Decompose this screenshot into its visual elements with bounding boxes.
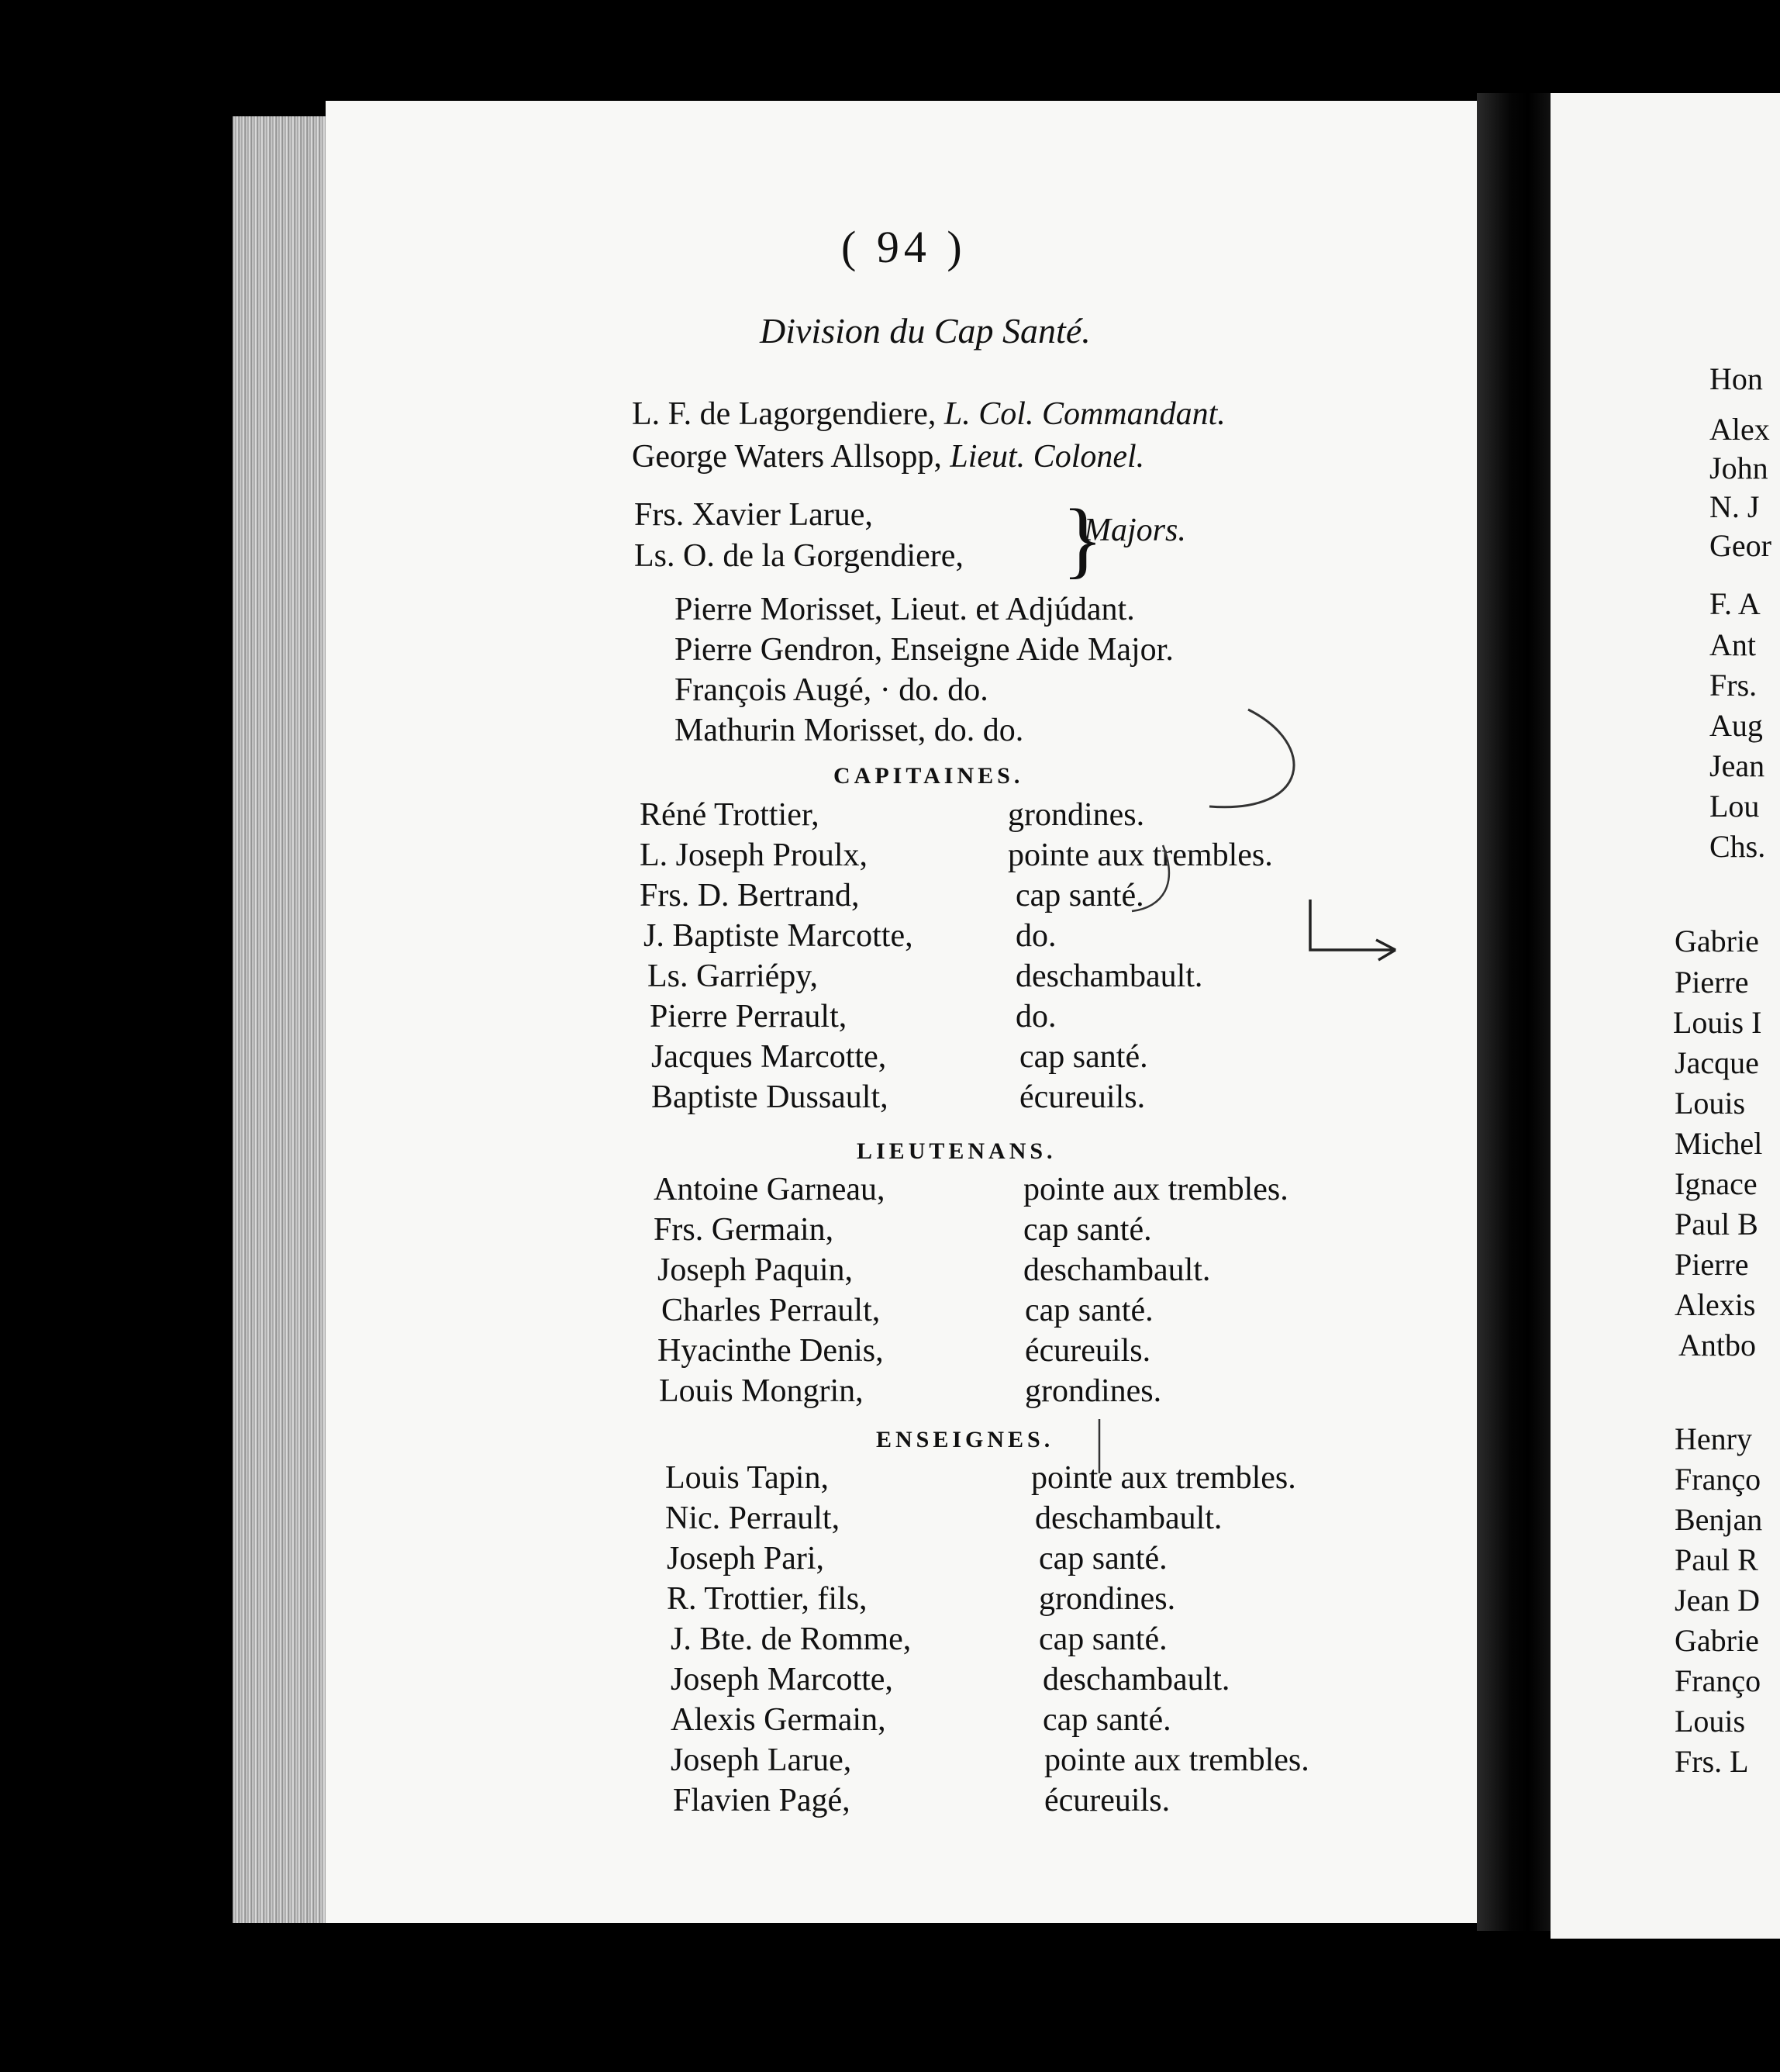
right-page-fragment: Jean bbox=[1709, 748, 1765, 783]
right-page-fragment: Pierre bbox=[1675, 1247, 1749, 1282]
staff-rank: L. Col. Commandant. bbox=[943, 396, 1226, 432]
roster-place: deschambault. bbox=[1043, 1662, 1230, 1697]
adjutant-line: François Augé, · do. do. bbox=[674, 672, 988, 708]
book-gutter bbox=[1477, 93, 1562, 1931]
roster-place: écureuils. bbox=[1019, 1079, 1146, 1115]
roster-name: Ls. Garriépy, bbox=[647, 958, 819, 994]
roster-place: cap santé. bbox=[1039, 1541, 1168, 1576]
staff-name: L. F. de Lagorgendiere, bbox=[632, 396, 937, 432]
right-page-fragment: Franço bbox=[1675, 1663, 1761, 1698]
roster-name: Charles Perrault, bbox=[661, 1293, 881, 1328]
adjutant-line: Pierre Morisset, Lieut. et Adjúdant. bbox=[674, 592, 1135, 627]
roster-place: deschambault. bbox=[1016, 958, 1203, 994]
right-page-fragment: Ignace bbox=[1675, 1166, 1758, 1201]
roster-name: Réné Trottier, bbox=[640, 797, 819, 833]
roster-place: deschambault. bbox=[1035, 1500, 1223, 1536]
right-page-fragment: N. J bbox=[1709, 489, 1760, 524]
section-heading-enseignes: ENSEIGNES. bbox=[876, 1427, 1054, 1452]
right-page-fragment: Alexis bbox=[1675, 1287, 1756, 1322]
adjutant-line: Pierre Gendron, Enseigne Aide Major. bbox=[674, 632, 1174, 668]
right-page-fragment: Paul B bbox=[1675, 1207, 1758, 1241]
roster-name: Pierre Perrault, bbox=[650, 999, 847, 1034]
major-name: Ls. O. de la Gorgendiere, bbox=[634, 538, 964, 574]
roster-name: J. Baptiste Marcotte, bbox=[643, 918, 913, 954]
roster-place: cap santé. bbox=[1043, 1702, 1171, 1738]
right-page-fragment: Franço bbox=[1675, 1462, 1761, 1497]
right-page-fragment: Lou bbox=[1709, 789, 1760, 824]
roster-place: écureuils. bbox=[1025, 1333, 1151, 1369]
right-page-fragment: Antbo bbox=[1678, 1328, 1756, 1362]
right-page-fragment: Gabrie bbox=[1675, 924, 1759, 958]
staff-line-1 bbox=[632, 395, 1226, 433]
majors-brace: } bbox=[1062, 492, 1103, 586]
roster-place: grondines. bbox=[1025, 1373, 1162, 1409]
right-page-fragment: Louis I bbox=[1673, 1005, 1762, 1040]
roster-name: Antoine Garneau, bbox=[654, 1172, 885, 1207]
right-page-fragment: Hon bbox=[1709, 361, 1763, 396]
roster-name: Baptiste Dussault, bbox=[651, 1079, 888, 1115]
right-page-fragment: Aug bbox=[1709, 708, 1763, 743]
roster-place: do. bbox=[1016, 999, 1057, 1034]
roster-name: Joseph Pari, bbox=[667, 1541, 824, 1576]
right-page-fragment: Louis bbox=[1675, 1704, 1746, 1739]
right-page-fragment: Chs. bbox=[1709, 829, 1766, 864]
roster-place: cap santé. bbox=[1016, 878, 1144, 913]
staff-rank: Lieut. Colonel. bbox=[950, 439, 1145, 475]
right-page-fragment: Frs. bbox=[1709, 668, 1758, 703]
roster-name: R. Trottier, fils, bbox=[667, 1581, 868, 1617]
roster-place: pointe aux trembles. bbox=[1008, 837, 1273, 873]
roster-name: Nic. Perrault, bbox=[665, 1500, 840, 1536]
roster-place: cap santé. bbox=[1023, 1212, 1152, 1248]
roster-name: Jacques Marcotte, bbox=[651, 1039, 887, 1075]
roster-name: Joseph Paquin, bbox=[657, 1252, 853, 1288]
roster-place: cap santé. bbox=[1025, 1293, 1154, 1328]
roster-name: J. Bte. de Romme, bbox=[671, 1621, 912, 1657]
roster-name: Alexis Germain, bbox=[671, 1702, 886, 1738]
adjutant-line: Mathurin Morisset, do. do. bbox=[674, 713, 1024, 748]
right-page-fragment: F. A bbox=[1709, 586, 1761, 621]
roster-name: Hyacinthe Denis, bbox=[657, 1333, 884, 1369]
right-page-fragment: Alex bbox=[1709, 412, 1770, 447]
right-page-fragment: Michel bbox=[1675, 1126, 1763, 1161]
roster-place: cap santé. bbox=[1019, 1039, 1148, 1075]
roster-place: pointe aux trembles. bbox=[1031, 1460, 1296, 1496]
roster-name: L. Joseph Proulx, bbox=[640, 837, 868, 873]
right-page-fragment: John bbox=[1709, 451, 1768, 485]
roster-place: do. bbox=[1016, 918, 1057, 954]
division-title: Division du Cap Santé. bbox=[760, 311, 1091, 351]
right-page-fragment: Henry bbox=[1675, 1421, 1752, 1456]
right-page-fragment: Pierre bbox=[1675, 965, 1749, 1000]
right-page-fragment: Jacque bbox=[1675, 1045, 1759, 1080]
majors-label: Majors. bbox=[1084, 513, 1186, 548]
major-name: Frs. Xavier Larue, bbox=[634, 497, 873, 533]
roster-name: Flavien Pagé, bbox=[673, 1783, 850, 1818]
roster-place: grondines. bbox=[1039, 1581, 1176, 1617]
page-number: ( 94 ) bbox=[841, 222, 967, 272]
right-page-fragment: Geor bbox=[1709, 528, 1771, 563]
right-page-fragment: Benjan bbox=[1675, 1502, 1763, 1537]
roster-name: Frs. D. Bertrand, bbox=[640, 878, 860, 913]
right-page-fragment: Frs. L bbox=[1675, 1744, 1749, 1779]
section-heading-lieutenans: LIEUTENANS. bbox=[857, 1138, 1057, 1164]
right-page-fragment: Jean D bbox=[1675, 1583, 1760, 1618]
staff-line-2 bbox=[632, 438, 1144, 475]
roster-name: Frs. Germain, bbox=[654, 1212, 834, 1248]
roster-place: écureuils. bbox=[1044, 1783, 1171, 1818]
roster-place: grondines. bbox=[1008, 797, 1145, 833]
roster-place: pointe aux trembles. bbox=[1044, 1742, 1309, 1778]
roster-name: Louis Mongrin, bbox=[659, 1373, 864, 1409]
roster-name: Joseph Marcotte, bbox=[671, 1662, 893, 1697]
right-page-fragment: Louis bbox=[1675, 1086, 1746, 1121]
right-page-fragment: Ant bbox=[1709, 627, 1756, 662]
roster-place: pointe aux trembles. bbox=[1023, 1172, 1288, 1207]
right-page-fragment: Gabrie bbox=[1675, 1623, 1759, 1658]
staff-name: George Waters Allsopp, bbox=[632, 439, 942, 475]
roster-place: cap santé. bbox=[1039, 1621, 1168, 1657]
roster-place: deschambault. bbox=[1023, 1252, 1211, 1288]
section-heading-capitaines: CAPITAINES. bbox=[833, 763, 1024, 789]
roster-name: Louis Tapin, bbox=[665, 1460, 829, 1496]
right-page-fragment: Paul R bbox=[1675, 1542, 1758, 1577]
roster-name: Joseph Larue, bbox=[671, 1742, 852, 1778]
